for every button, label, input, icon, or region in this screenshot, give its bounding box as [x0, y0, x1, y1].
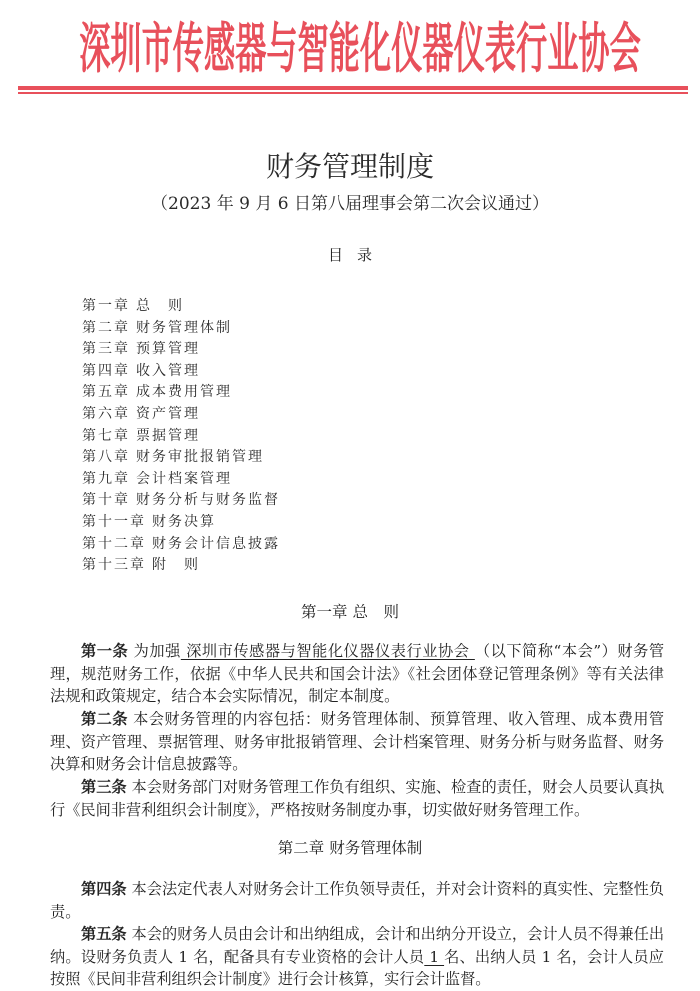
toc-chapter-number: 第五章	[82, 384, 130, 401]
toc-chapter-number: 第九章	[82, 470, 130, 487]
toc-item	[82, 469, 280, 491]
toc-chapter-number: 第七章	[82, 427, 130, 444]
toc-item	[82, 490, 280, 512]
toc-item	[82, 555, 280, 577]
toc-chapter-number: 第一章	[82, 298, 130, 314]
letterhead	[0, 4, 700, 81]
toc-chapter-title: 票据管理	[136, 427, 200, 444]
article-text: 本会财务部门对财务管理工作负有组织、实施、检查的责任，财会人员要认真执行《民间非营利组织会计制度》，严格按财务制度办事，切实做好财务管理工作。	[50, 778, 665, 819]
article-text: 名、出纳人员 1 名，会计人员应按照《民间非营利组织会计制度》进行会计核算，实行会计监督。	[50, 947, 664, 988]
document-subtitle: （2023 年 9 月 6 日第八届理事会第二次会议通过）	[151, 194, 549, 214]
article-text: 为加强	[128, 642, 181, 660]
toc-item	[82, 404, 280, 426]
toc-chapter-title: 成本费用管理	[136, 384, 232, 401]
article-label: 第一条	[81, 642, 129, 660]
toc-item	[82, 534, 280, 556]
toc-chapter-title: 财务管理体制	[136, 319, 232, 336]
article-label: 第二条	[81, 710, 128, 728]
toc-chapter-number: 第四章	[82, 362, 130, 379]
toc-chapter-number: 第八章	[82, 449, 130, 466]
toc-chapter-title: 财务会计信息披露	[152, 535, 280, 552]
toc-chapter-title: 资产管理	[136, 405, 200, 422]
toc-item	[82, 318, 280, 340]
article-text: 本会法定代表人对财务会计工作负领导责任，并对会计资料的真实性、完整性负责。	[50, 880, 665, 921]
toc-chapter-title: 附 则	[152, 557, 200, 574]
toc-chapter-title: 预算管理	[136, 341, 200, 358]
toc-chapter-number: 第十二章	[82, 535, 146, 552]
article-4	[50, 878, 664, 923]
toc-item	[82, 339, 280, 361]
toc-chapter-number: 第十三章	[82, 557, 146, 574]
article-2	[50, 708, 664, 776]
toc-item	[82, 447, 280, 469]
letterhead-rule-thin	[18, 92, 688, 94]
article-text: 本会财务管理的内容包括：财务管理体制、预算管理、收入管理、成本费用管理、资产管理、票据管理、财务审批报销管理、会计档案管理、财务分析与财务监督、财务决算和财务会计信息披露等。	[50, 710, 665, 773]
accountant-count-fill: 1	[424, 947, 445, 966]
table-of-contents	[82, 296, 280, 577]
article-1	[50, 640, 664, 708]
chapter-1-heading: 第一章 总 则	[301, 603, 399, 621]
toc-heading: 目录	[327, 246, 386, 264]
organization-name-fill: 深圳市传感器与智能化仪器仪表行业协会	[180, 642, 475, 660]
toc-chapter-number: 第二章	[82, 319, 130, 336]
chapter-2-heading: 第二章 财务管理体制	[277, 839, 423, 857]
toc-item	[82, 426, 280, 448]
toc-chapter-title: 会计档案管理	[136, 470, 232, 487]
toc-chapter-number: 第六章	[82, 405, 130, 422]
article-text: （以下简称“本会”）财务管理，规范财务工作，依据《中华人民共和国会计法》《社会团体登记管理条例》等有关法律法规和政策规定，结合本会实际情况，制定本制度。	[50, 642, 665, 705]
toc-chapter-title: 财务决算	[152, 513, 216, 530]
toc-chapter-title: 总 则	[136, 298, 184, 314]
article-3	[50, 776, 664, 821]
article-text: 本会的财务人员由会计和出纳组成，会计和出纳分开设立，会计人员不得兼任出纳。设财务负责人 1 名，配备具有专业资格的会计人员	[50, 925, 665, 966]
toc-chapter-number: 第十章	[82, 492, 130, 509]
document-title: 财务管理制度	[265, 150, 434, 183]
article-label: 第五条	[81, 925, 127, 943]
toc-chapter-title: 财务审批报销管理	[136, 449, 264, 466]
article-label: 第四条	[81, 880, 127, 898]
letterhead-rule-thick	[18, 86, 688, 90]
toc-item	[82, 512, 280, 534]
toc-item	[82, 382, 280, 404]
toc-chapter-title: 财务分析与财务监督	[136, 492, 280, 509]
organization-name: 深圳市传感器与智能化仪器仪表行业协会	[79, 16, 641, 81]
toc-chapter-number: 第十一章	[82, 513, 146, 530]
article-label: 第三条	[81, 778, 127, 796]
article-5	[50, 923, 664, 991]
toc-chapter-number: 第三章	[82, 341, 130, 358]
toc-item	[82, 296, 280, 318]
toc-chapter-title: 收入管理	[136, 362, 200, 379]
toc-item	[82, 361, 280, 383]
